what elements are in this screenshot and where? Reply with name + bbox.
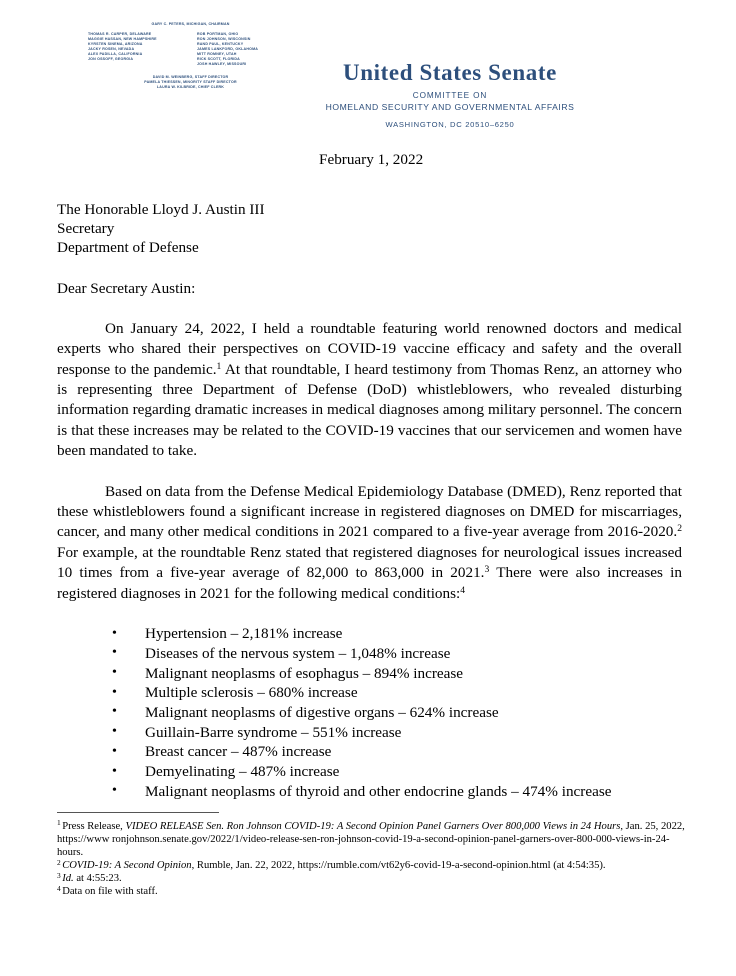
footnote-title-italic: VIDEO RELEASE Sen. Ron Johnson COVID-19: A Second Opinion Panel Garners Over 800,000 Views in 24 Hours xyxy=(125,821,621,832)
list-item: • Guillain-Barre syndrome – 551% increase xyxy=(57,723,682,743)
senate-masthead xyxy=(300,60,600,130)
roster-chairman-line: GARY C. PETERS, MICHIGAN, CHAIRMAN xyxy=(151,22,230,26)
roster-member: MAGGIE HASSAN, NEW HAMPSHIRE xyxy=(88,36,157,41)
footnote-marker: 2 xyxy=(57,857,61,867)
list-item: • Diseases of the nervous system – 1,048% increase xyxy=(57,644,682,664)
list-item: • Demyelinating – 487% increase xyxy=(57,762,682,782)
paragraph-1-text-a: On January 24, 2022, I held a roundtable featuring world renowned doctors and medical experts who shared their perspectives on COVID-19 vaccine efficacy and safety and the overall response to the pandemic. xyxy=(57,319,682,378)
list-item: • Malignant neoplasms of digestive organs – 624% increase xyxy=(57,703,682,723)
roster-member: RAND PAUL, KENTUCKY xyxy=(197,41,244,46)
roster-member: ALEX PADILLA, CALIFORNIA xyxy=(88,51,143,56)
roster-member: MITT ROMNEY, UTAH xyxy=(197,51,237,56)
roster-member: JAMES LANKFORD, OKLAHOMA xyxy=(197,46,259,51)
footnote-citation: , Jan. 25, 2022, https://www ronjohnson.senate.gov/2022/1/video-release-sen-ron-johnson-covid-19-a-second-opinion-panel-garners-over-800-000-views-in-24-hours. xyxy=(57,821,685,859)
conditions-list xyxy=(57,624,682,801)
roster-member: RICK SCOTT, FLORIDA xyxy=(197,56,240,61)
addressee-organization: Department of Defense xyxy=(57,239,199,257)
footnote-ref-4: 4 xyxy=(460,584,466,596)
paragraph-2-text-b: For example, at the roundtable Renz stated that registered diagnoses for neurological issues increased 10 times from a five-year average of 82,000 to 863,000 in 2021. xyxy=(57,543,682,582)
roster-columns xyxy=(78,32,303,67)
footnote-marker: 3 xyxy=(57,870,61,880)
committee-address: WASHINGTON, DC 20510–6250 xyxy=(385,120,515,129)
committee-name: HOMELAND SECURITY AND GOVERNMENTAL AFFAIRS xyxy=(325,102,575,112)
footnote-ref-3: 3 xyxy=(484,564,490,576)
footnote-title-italic: Id. xyxy=(62,873,74,885)
footnote-marker: 1 xyxy=(57,818,61,828)
footnote-separator-rule xyxy=(57,812,219,813)
letter-body xyxy=(57,150,682,801)
roster-member: ROB PORTMAN, OHIO xyxy=(197,31,239,36)
committee-on-label: COMMITTEE ON xyxy=(412,91,488,100)
footnote-text: Data on file with staff. xyxy=(62,886,158,898)
roster-staff xyxy=(78,75,303,90)
footnote-citation: , Rumble, Jan. 22, 2022, https://rumble.com/vt62y6-covid-19-a-second-opinion.html (at 4:54:35). xyxy=(191,860,606,872)
paragraph-2-text-c: There were also increases in registered diagnoses in 2021 for the following medical conditions: xyxy=(57,564,682,602)
footnote-marker: 4 xyxy=(57,883,61,893)
roster-member: KYRSTEN SINEMA, ARIZONA xyxy=(88,41,143,46)
footnote-ref-1: 1 xyxy=(216,360,222,372)
letterhead xyxy=(0,22,736,140)
roster-staff-line: PAMELA THIESSEN, MINORITY STAFF DIRECTOR xyxy=(144,79,237,84)
footnote-ref-2: 2 xyxy=(677,523,682,535)
paragraph-2-text-a: Based on data from the Defense Medical Epidemiology Database (DMED), Renz reported that these whistleblowers found a significant increase in registered diagnoses on DMED for miscarriages, cancer, and many other medical conditions in 2021 compared to a five-year average from 2016-2020. xyxy=(57,482,682,541)
roster-majority-members xyxy=(88,32,188,67)
salutation: Dear Secretary Austin: xyxy=(57,279,196,297)
roster-member: THOMAS R. CARPER, DELAWARE xyxy=(88,31,152,36)
committee-roster xyxy=(78,22,303,90)
letter-date: February 1, 2022 xyxy=(319,151,424,168)
list-item: • Malignant neoplasms of thyroid and other endocrine glands – 474% increase xyxy=(57,782,682,802)
footnote-1 xyxy=(57,820,691,859)
roster-member: JACKY ROSEN, NEVADA xyxy=(88,46,135,51)
roster-staff-line: LAURA W. KILBRIDE, CHIEF CLERK xyxy=(156,84,225,89)
list-item: • Multiple sclerosis – 680% increase xyxy=(57,683,682,703)
senate-title: United States Senate xyxy=(343,60,557,85)
roster-staff-line: DAVID M. WEINBERG, STAFF DIRECTOR xyxy=(152,74,229,79)
paragraph-2 xyxy=(57,482,682,604)
list-item: • Malignant neoplasms of esophagus – 894% increase xyxy=(57,664,682,684)
roster-member: JOSH HAWLEY, MISSOURI xyxy=(197,61,247,66)
footnote-text: Press Release, xyxy=(62,821,126,832)
footnote-2 xyxy=(57,859,691,872)
paragraph-1-text-b: At that roundtable, I heard testimony from Thomas Renz, an attorney who is representing three Department of Defense (DoD) whistleblowers, who revealed disturbing information regarding dramatic increases in medical diagnoses among military personnel. The concern is that these increases may be related to the COVID-19 vaccines that our servicemen and women have been mandated to take. xyxy=(57,360,682,460)
footnotes-section xyxy=(57,812,691,899)
roster-member: RON JOHNSON, WISCONSIN xyxy=(197,36,251,41)
footnote-citation: at 4:55:23. xyxy=(73,873,122,885)
addressee-block xyxy=(57,200,682,258)
paragraph-1 xyxy=(57,319,682,462)
footnote-3 xyxy=(57,872,691,885)
roster-member: JON OSSOFF, GEORGIA xyxy=(88,56,134,61)
footnote-4 xyxy=(57,885,691,898)
addressee-title: Secretary xyxy=(57,220,115,238)
list-item: • Hypertension – 2,181% increase xyxy=(57,624,682,644)
footnote-title-italic: COVID-19: A Second Opinion xyxy=(62,860,192,872)
list-item: • Breast cancer – 487% increase xyxy=(57,742,682,762)
addressee-name: The Honorable Lloyd J. Austin III xyxy=(57,201,265,218)
roster-minority-members xyxy=(197,32,297,67)
